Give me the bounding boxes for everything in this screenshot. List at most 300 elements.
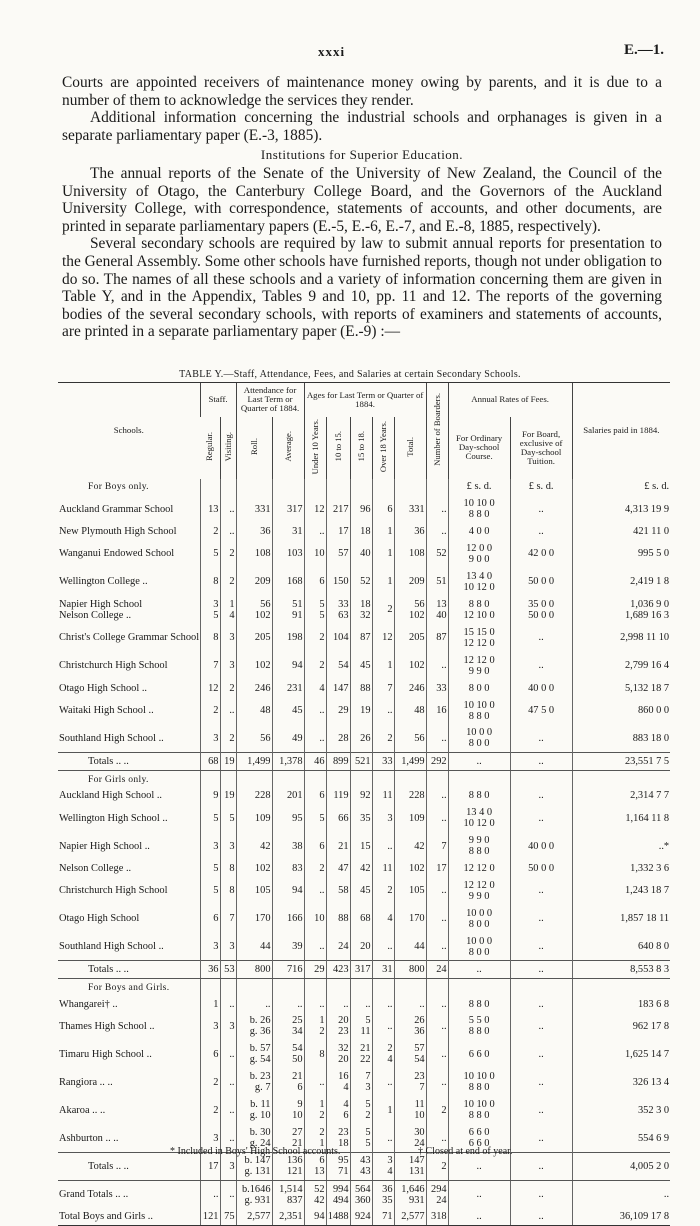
cell-visiting: 2 bbox=[220, 540, 236, 568]
cell-age15-18: 18 32 bbox=[350, 596, 372, 624]
paragraph-1: Courts are appointed receivers of maintenance money owing by parents, and it is due to a number of them to acknowledge the services they render. bbox=[62, 74, 662, 109]
cell-total: 56 102 bbox=[394, 596, 426, 624]
cell-roll: 56 bbox=[236, 725, 272, 753]
cell-ordinary-fee: 13 4 0 10 12 0 bbox=[448, 804, 510, 832]
section-row bbox=[58, 770, 670, 787]
cell-roll: b. 11 g. 10 bbox=[236, 1096, 272, 1124]
cell-age15-18: 564 360 bbox=[350, 1180, 372, 1208]
cell-board-fee: .. bbox=[510, 961, 572, 979]
cell-age15-18: 5 5 bbox=[350, 1124, 372, 1152]
over18-header: Over 18 Years. bbox=[377, 420, 388, 473]
cell-board-fee: .. bbox=[510, 1180, 572, 1208]
cell-boarders bbox=[426, 979, 448, 996]
cell-roll: 205 bbox=[236, 624, 272, 652]
cell-age15-18: 96 bbox=[350, 495, 372, 523]
cell-over18 bbox=[372, 979, 394, 996]
cell-age10-15: 899 bbox=[326, 753, 350, 771]
cell-ordinary-fee: 12 12 0 9 9 0 bbox=[448, 877, 510, 905]
cell-boarders: 318 bbox=[426, 1208, 448, 1225]
cell-boarders: 33 bbox=[426, 680, 448, 697]
cell-board-fee: 35 0 0 50 0 0 bbox=[510, 596, 572, 624]
cell-boarders: .. bbox=[426, 933, 448, 961]
cell-regular: 3 bbox=[200, 725, 220, 753]
cell-under10: 6 13 bbox=[304, 1152, 326, 1180]
footnote-closed: † Closed at end of year. bbox=[418, 1146, 513, 1157]
cell-regular: 5 bbox=[200, 860, 220, 877]
cell-board-fee: .. bbox=[510, 877, 572, 905]
cell-under10: 10 bbox=[304, 540, 326, 568]
cell-ordinary-fee: 10 10 0 8 8 0 bbox=[448, 495, 510, 523]
cell-roll: b. 57 g. 54 bbox=[236, 1040, 272, 1068]
cell-average: 95 bbox=[272, 804, 304, 832]
table-row bbox=[58, 652, 670, 680]
cell-roll: 109 bbox=[236, 804, 272, 832]
cell-age15-18: 45 bbox=[350, 652, 372, 680]
school-name: Wanganui Endowed School bbox=[59, 548, 175, 560]
cell-total: 170 bbox=[394, 905, 426, 933]
school-name: Napier High School Nelson College .. bbox=[59, 598, 143, 621]
table-row bbox=[58, 568, 670, 596]
cell-age10-15: 33 63 bbox=[326, 596, 350, 624]
cell-under10: 1 2 bbox=[304, 1012, 326, 1040]
cell-total: 42 bbox=[394, 832, 426, 860]
school-name: Totals .. .. bbox=[58, 753, 200, 771]
table-caption: TABLE Y.—Staff, Attendance, Fees, and Salaries at certain Secondary Schools. bbox=[179, 369, 521, 380]
cell-average: 2,351 bbox=[272, 1208, 304, 1225]
cell-board-fee bbox=[510, 979, 572, 996]
cell-total: 57 54 bbox=[394, 1040, 426, 1068]
cell-average: .. bbox=[272, 996, 304, 1013]
cell-visiting: .. bbox=[220, 1180, 236, 1208]
cell-regular: 6 bbox=[200, 1040, 220, 1068]
cell-salaries: 326 13 4 bbox=[572, 1068, 670, 1096]
cell-over18: .. bbox=[372, 996, 394, 1013]
cell-over18: 11 bbox=[372, 860, 394, 877]
cell-board-fee: .. bbox=[510, 905, 572, 933]
cell-average: 9 10 bbox=[272, 1096, 304, 1124]
school-name: Auckland Grammar School bbox=[59, 503, 174, 515]
cell-total bbox=[394, 479, 426, 496]
cell-under10: .. bbox=[304, 996, 326, 1013]
cell-ordinary-fee: .. bbox=[448, 753, 510, 771]
table-row bbox=[58, 877, 670, 905]
cell-visiting: .. bbox=[220, 1040, 236, 1068]
cell-age10-15: 66 bbox=[326, 804, 350, 832]
cell-roll: 36 bbox=[236, 523, 272, 540]
cell-total: 11 10 bbox=[394, 1096, 426, 1124]
cell-salaries: .. bbox=[572, 1180, 670, 1208]
cell-roll: b. 147 g. 131 bbox=[236, 1152, 272, 1180]
cell-ordinary-fee: 12 0 0 9 0 0 bbox=[448, 540, 510, 568]
cell-age15-18: 20 bbox=[350, 933, 372, 961]
cell-regular: 1 bbox=[200, 996, 220, 1013]
document-reference: E.—1. bbox=[623, 42, 664, 58]
cell-board-fee: .. bbox=[510, 1040, 572, 1068]
cell-roll: 331 bbox=[236, 495, 272, 523]
cell-regular: 2 bbox=[200, 1096, 220, 1124]
cell-roll: 44 bbox=[236, 933, 272, 961]
cell-age10-15: .. bbox=[326, 996, 350, 1013]
school-name: Christchurch High School bbox=[59, 660, 168, 672]
totals-row bbox=[58, 1152, 670, 1180]
cell-average: 716 bbox=[272, 961, 304, 979]
cell-board-fee: .. bbox=[510, 1152, 572, 1180]
cell-total: 108 bbox=[394, 540, 426, 568]
cell-board-fee: 40 0 0 bbox=[510, 832, 572, 860]
cell-total: 209 bbox=[394, 568, 426, 596]
cell-total: 26 36 bbox=[394, 1012, 426, 1040]
cell-age10-15: 17 bbox=[326, 523, 350, 540]
cell-roll: 102 bbox=[236, 652, 272, 680]
cell-salaries: 2,799 16 4 bbox=[572, 652, 670, 680]
cell-ordinary-fee: £ s. d. bbox=[448, 479, 510, 496]
cell-average: 45 bbox=[272, 697, 304, 725]
cell-total: 246 bbox=[394, 680, 426, 697]
cell-salaries: 860 0 0 bbox=[572, 697, 670, 725]
page-number: xxxi bbox=[318, 44, 346, 59]
age10-header: 10 to 15. bbox=[332, 431, 343, 462]
cell-board-fee: .. bbox=[510, 725, 572, 753]
cell-regular: 36 bbox=[200, 961, 220, 979]
cell-age15-18 bbox=[350, 479, 372, 496]
cell-under10: 6 bbox=[304, 787, 326, 804]
cell-total: 44 bbox=[394, 933, 426, 961]
cell-visiting: 3 bbox=[220, 652, 236, 680]
cell-ordinary-fee: 8 0 0 bbox=[448, 680, 510, 697]
cell-board-fee: .. bbox=[510, 624, 572, 652]
cell-regular: 68 bbox=[200, 753, 220, 771]
school-name: Otago High School bbox=[59, 913, 140, 925]
cell-age10-15: 58 bbox=[326, 877, 350, 905]
cell-boarders: .. bbox=[426, 523, 448, 540]
cell-visiting: .. bbox=[220, 1096, 236, 1124]
cell-regular bbox=[200, 770, 220, 787]
cell-roll: 108 bbox=[236, 540, 272, 568]
cell-total: 48 bbox=[394, 697, 426, 725]
cell-board-fee: 42 0 0 bbox=[510, 540, 572, 568]
cell-over18: 2 bbox=[372, 877, 394, 905]
cell-age10-15: 95 71 bbox=[326, 1152, 350, 1180]
cell-visiting: .. bbox=[220, 996, 236, 1013]
cell-age10-15: 24 bbox=[326, 933, 350, 961]
cell-over18: 1 bbox=[372, 1096, 394, 1124]
cell-roll: 42 bbox=[236, 832, 272, 860]
cell-age15-18: 42 bbox=[350, 860, 372, 877]
section-row bbox=[58, 979, 670, 996]
cell-boarders: .. bbox=[426, 787, 448, 804]
cell-total: 56 bbox=[394, 725, 426, 753]
school-name: New Plymouth High School bbox=[59, 526, 177, 538]
cell-average: 201 bbox=[272, 787, 304, 804]
school-name: Christchurch High School bbox=[59, 885, 168, 897]
cell-salaries: 1,332 3 6 bbox=[572, 860, 670, 877]
cell-boarders: 294 24 bbox=[426, 1180, 448, 1208]
cell-age10-15: 104 bbox=[326, 624, 350, 652]
cell-under10: .. bbox=[304, 933, 326, 961]
cell-roll: 170 bbox=[236, 905, 272, 933]
school-name: Grand Totals .. .. bbox=[59, 1189, 129, 1201]
cell-boarders: 2 bbox=[426, 1152, 448, 1180]
cell-ordinary-fee: 10 10 0 8 8 0 bbox=[448, 697, 510, 725]
cell-total: 109 bbox=[394, 804, 426, 832]
cell-age15-18: 18 bbox=[350, 523, 372, 540]
cell-visiting: 5 bbox=[220, 804, 236, 832]
cell-over18: .. bbox=[372, 832, 394, 860]
cell-average: 94 bbox=[272, 877, 304, 905]
roll-header: Roll. bbox=[248, 438, 259, 455]
cell-board-fee: .. bbox=[510, 1068, 572, 1096]
ordinary-fee-header: For Ordinary Day-school Course. bbox=[448, 417, 510, 479]
cell-age10-15: 994 494 bbox=[326, 1180, 350, 1208]
cell-age15-18: 924 bbox=[350, 1208, 372, 1225]
cell-regular: 9 bbox=[200, 787, 220, 804]
cell-total: 1,499 bbox=[394, 753, 426, 771]
cell-board-fee: .. bbox=[510, 523, 572, 540]
cell-average: 168 bbox=[272, 568, 304, 596]
cell-salaries: 36,109 17 8 bbox=[572, 1208, 670, 1225]
cell-roll: .. bbox=[236, 996, 272, 1013]
cell-ordinary-fee: 10 10 0 8 8 0 bbox=[448, 1068, 510, 1096]
cell-age15-18: 521 bbox=[350, 753, 372, 771]
cell-average: 54 50 bbox=[272, 1040, 304, 1068]
cell-total: 102 bbox=[394, 860, 426, 877]
cell-ordinary-fee: 8 8 0 bbox=[448, 787, 510, 804]
cell-age10-15: 28 bbox=[326, 725, 350, 753]
table-row bbox=[58, 933, 670, 961]
cell-salaries: 640 8 0 bbox=[572, 933, 670, 961]
paragraph-2: Additional information concerning the industrial schools and orphanages is given in a separate parliamentary paper (E.-3, 1885). bbox=[62, 109, 662, 144]
cell-salaries: 1,036 9 0 1,689 16 3 bbox=[572, 596, 670, 624]
cell-visiting bbox=[220, 770, 236, 787]
cell-salaries: £ s. d. bbox=[572, 479, 670, 496]
cell-under10 bbox=[304, 479, 326, 496]
table-row bbox=[58, 725, 670, 753]
table-row bbox=[58, 860, 670, 877]
table-row bbox=[58, 1124, 670, 1152]
cell-ordinary-fee: 10 0 0 8 0 0 bbox=[448, 933, 510, 961]
cell-total: 331 bbox=[394, 495, 426, 523]
cell-age15-18: 45 bbox=[350, 877, 372, 905]
cell-age15-18: 19 bbox=[350, 697, 372, 725]
cell-over18: .. bbox=[372, 697, 394, 725]
cell-age10-15: 423 bbox=[326, 961, 350, 979]
cell-boarders: .. bbox=[426, 1012, 448, 1040]
cell-visiting: .. bbox=[220, 495, 236, 523]
cell-visiting: 2 bbox=[220, 568, 236, 596]
cell-regular: 8 bbox=[200, 624, 220, 652]
cell-roll: 800 bbox=[236, 961, 272, 979]
school-name: Southland High School .. bbox=[59, 732, 164, 744]
cell-board-fee: .. bbox=[510, 753, 572, 771]
cell-roll: 48 bbox=[236, 697, 272, 725]
cell-average: 231 bbox=[272, 680, 304, 697]
cell-over18: 3 bbox=[372, 804, 394, 832]
cell-age15-18: 92 bbox=[350, 787, 372, 804]
cell-roll: 209 bbox=[236, 568, 272, 596]
cell-under10: .. bbox=[304, 1068, 326, 1096]
cell-boarders: .. bbox=[426, 804, 448, 832]
cell-boarders: 2 bbox=[426, 1096, 448, 1124]
cell-salaries: 2,419 1 8 bbox=[572, 568, 670, 596]
cell-under10: 8 bbox=[304, 1040, 326, 1068]
cell-visiting: 2 bbox=[220, 725, 236, 753]
school-name: For Boys and Girls. bbox=[88, 981, 170, 993]
cell-roll: b. 23 g. 7 bbox=[236, 1068, 272, 1096]
cell-visiting: 7 bbox=[220, 905, 236, 933]
cell-ordinary-fee: 12 12 0 bbox=[448, 860, 510, 877]
cell-regular: 17 bbox=[200, 1152, 220, 1180]
cell-under10: 1 2 bbox=[304, 1096, 326, 1124]
cell-age10-15: 4 6 bbox=[326, 1096, 350, 1124]
cell-average: 49 bbox=[272, 725, 304, 753]
cell-boarders: 17 bbox=[426, 860, 448, 877]
cell-over18: 1 bbox=[372, 523, 394, 540]
cell-roll: 246 bbox=[236, 680, 272, 697]
attendance-header: Attendance for Last Term or Quarter of 1884. bbox=[236, 383, 304, 417]
cell-regular: 5 bbox=[200, 877, 220, 905]
cell-under10 bbox=[304, 770, 326, 787]
cell-board-fee: .. bbox=[510, 652, 572, 680]
cell-regular: 8 bbox=[200, 568, 220, 596]
cell-board-fee: 50 0 0 bbox=[510, 568, 572, 596]
cell-boarders: .. bbox=[426, 877, 448, 905]
cell-boarders: 13 40 bbox=[426, 596, 448, 624]
cell-visiting: 1 4 bbox=[220, 596, 236, 624]
cell-over18: 2 bbox=[372, 725, 394, 753]
table-header bbox=[58, 383, 670, 479]
cell-ordinary-fee: 5 5 0 8 8 0 bbox=[448, 1012, 510, 1040]
section-row bbox=[58, 479, 670, 496]
cell-boarders: 292 bbox=[426, 753, 448, 771]
cell-visiting: 3 bbox=[220, 624, 236, 652]
salaries-header: Salaries paid in 1884. bbox=[572, 383, 670, 479]
cell-salaries: 23,551 7 5 bbox=[572, 753, 670, 771]
cell-roll: 228 bbox=[236, 787, 272, 804]
cell-age10-15 bbox=[326, 479, 350, 496]
cell-ordinary-fee: 10 10 0 8 8 0 bbox=[448, 1096, 510, 1124]
cell-salaries: 1,857 18 11 bbox=[572, 905, 670, 933]
cell-regular: 121 bbox=[200, 1208, 220, 1225]
cell-age10-15: 20 23 bbox=[326, 1012, 350, 1040]
cell-under10: .. bbox=[304, 725, 326, 753]
cell-age15-18: 21 22 bbox=[350, 1040, 372, 1068]
cell-age15-18: 43 43 bbox=[350, 1152, 372, 1180]
cell-total: 102 bbox=[394, 652, 426, 680]
cell-under10: 5 5 bbox=[304, 596, 326, 624]
cell-total: 36 bbox=[394, 523, 426, 540]
cell-over18: 3 4 bbox=[372, 1152, 394, 1180]
cell-over18: 1 bbox=[372, 568, 394, 596]
cell-age10-15: 217 bbox=[326, 495, 350, 523]
cell-regular: 3 bbox=[200, 1124, 220, 1152]
cell-ordinary-fee: .. bbox=[448, 961, 510, 979]
table-row bbox=[58, 1096, 670, 1124]
cell-total: .. bbox=[394, 996, 426, 1013]
cell-boarders: 51 bbox=[426, 568, 448, 596]
cell-roll: 102 bbox=[236, 860, 272, 877]
cell-ordinary-fee: 13 4 0 10 12 0 bbox=[448, 568, 510, 596]
cell-regular bbox=[200, 479, 220, 496]
cell-total: 105 bbox=[394, 877, 426, 905]
table-row bbox=[58, 787, 670, 804]
age15-header: 15 to 18. bbox=[355, 431, 366, 462]
cell-age15-18: 15 bbox=[350, 832, 372, 860]
cell-board-fee: 40 0 0 bbox=[510, 680, 572, 697]
cell-salaries: 352 3 0 bbox=[572, 1096, 670, 1124]
average-header: Average. bbox=[282, 431, 293, 462]
cell-average: 1,514 837 bbox=[272, 1180, 304, 1208]
table-row bbox=[58, 1180, 670, 1208]
cell-visiting: 8 bbox=[220, 877, 236, 905]
cell-average: 103 bbox=[272, 540, 304, 568]
cell-under10: 52 42 bbox=[304, 1180, 326, 1208]
cell-salaries: 1,164 11 8 bbox=[572, 804, 670, 832]
table-row bbox=[58, 804, 670, 832]
cell-ordinary-fee bbox=[448, 979, 510, 996]
cell-salaries: 8,553 8 3 bbox=[572, 961, 670, 979]
cell-total: 800 bbox=[394, 961, 426, 979]
cell-boarders: 7 bbox=[426, 832, 448, 860]
cell-age15-18 bbox=[350, 770, 372, 787]
ages-header: Ages for Last Term or Quarter of 1884. bbox=[304, 383, 426, 417]
table-row bbox=[58, 996, 670, 1013]
cell-ordinary-fee bbox=[448, 770, 510, 787]
cell-under10: 6 bbox=[304, 832, 326, 860]
cell-boarders: .. bbox=[426, 1068, 448, 1096]
section-heading: Institutions for Superior Education. bbox=[260, 147, 464, 163]
cell-regular: 2 bbox=[200, 523, 220, 540]
cell-visiting: .. bbox=[220, 1068, 236, 1096]
cell-under10: 94 bbox=[304, 1208, 326, 1225]
cell-boarders: .. bbox=[426, 996, 448, 1013]
cell-over18 bbox=[372, 770, 394, 787]
cell-age15-18: 88 bbox=[350, 680, 372, 697]
cell-board-fee: .. bbox=[510, 804, 572, 832]
cell-board-fee: .. bbox=[510, 1124, 572, 1152]
cell-over18: 36 35 bbox=[372, 1180, 394, 1208]
paragraph-4: Several secondary schools are required by law to submit annual reports for presentation to the General Assembly. Some other schools have furnished reports, though not under obligation to do so. The names of all these schools and a variety of information concerning them are given in Table Y, and in the Appendix, Tables 9 and 10, pp. 11 and 12. The reports of the governing bodies of the several secondary schools, with reports of examiners and statements of accounts, are printed in a separate parliamentary paper (E.-9) :— bbox=[62, 235, 662, 341]
cell-boarders: .. bbox=[426, 1040, 448, 1068]
cell-regular: 13 bbox=[200, 495, 220, 523]
cell-visiting: 3 bbox=[220, 832, 236, 860]
cell-average: 317 bbox=[272, 495, 304, 523]
cell-age10-15: 150 bbox=[326, 568, 350, 596]
cell-regular: 12 bbox=[200, 680, 220, 697]
cell-regular: 3 bbox=[200, 1012, 220, 1040]
table-row bbox=[58, 540, 670, 568]
cell-over18: 7 bbox=[372, 680, 394, 697]
table-row bbox=[58, 680, 670, 697]
cell-age15-18: 5 11 bbox=[350, 1012, 372, 1040]
school-name: Timaru High School .. bbox=[59, 1048, 152, 1060]
cell-roll: b. 30 g. 24 bbox=[236, 1124, 272, 1152]
cell-boarders: .. bbox=[426, 495, 448, 523]
cell-salaries: 4,313 19 9 bbox=[572, 495, 670, 523]
cell-age10-15 bbox=[326, 770, 350, 787]
cell-under10: .. bbox=[304, 877, 326, 905]
cell-visiting: 75 bbox=[220, 1208, 236, 1225]
cell-age10-15 bbox=[326, 979, 350, 996]
cell-total: 228 bbox=[394, 787, 426, 804]
cell-average: 83 bbox=[272, 860, 304, 877]
cell-salaries: 1,625 14 7 bbox=[572, 1040, 670, 1068]
cell-under10: .. bbox=[304, 523, 326, 540]
table-row bbox=[58, 832, 670, 860]
school-name: Auckland High School .. bbox=[59, 790, 163, 802]
cell-roll: 105 bbox=[236, 877, 272, 905]
cell-ordinary-fee: .. bbox=[448, 1152, 510, 1180]
cell-average: 25 34 bbox=[272, 1012, 304, 1040]
